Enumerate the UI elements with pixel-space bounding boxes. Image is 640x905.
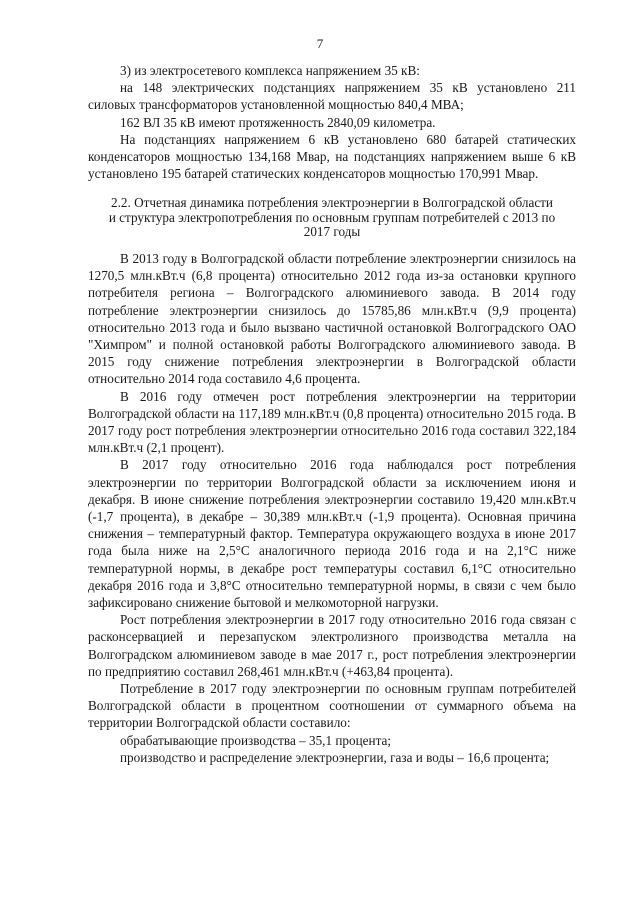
section-heading: 2.2. Отчетная динамика потребления электроэнергии в Волгоградской области и структура электропотребления по основным группам потребителей с 2013 по 2017 годы <box>108 195 556 240</box>
section-paragraph-2: В 2016 году отмечен рост потребления электроэнергии на территории Волгоградской области на 117,189 млн.кВт.ч (0,8 процента) относительно 2015 года. В 2017 году рост потребления электроэнергии относительно 2016 года составил 322,184 млн.кВт.ч (2,1 процент). <box>88 388 576 456</box>
page-number: 7 <box>316 36 324 51</box>
section-paragraph-3: В 2017 году относительно 2016 года наблюдался рост потребления электроэнергии по территории Волгоградской области за исключением июня и декабря. В июне снижение потребления электроэнергии составило 19,420 млн.кВт.ч (-1,7 процента), в декабре – 30,389 млн.кВт.ч (-1,9 процента). Основная причина снижения – температурный фактор. Температура окружающего воздуха в июне 2017 года была ниже на 2,5°С аналогичного периода 2016 года и на 2,1°С ниже температурной нормы, в декабре рост температуры составил 6,1°С относительно декабря 2016 года и 3,8°С относительно температурной нормы, в связи с чем было зафиксировано снижение бытовой и мелкомоторной нагрузки. <box>88 457 576 610</box>
list-item-energy-distribution: производство и распределение электроэнергии, газа и воды – 16,6 процента; <box>120 749 550 765</box>
intro-paragraph-power-lines: 162 ВЛ 35 кВ имеют протяженность 2840,09 километра. <box>120 114 436 130</box>
section-paragraph-5: Потребление в 2017 году электроэнергии по основным группам потребителей Волгоградской области в процентном соотношении от суммарного объема на территории Волгоградской области составило: <box>88 681 576 731</box>
intro-paragraph-substations-35kv: на 148 электрических подстанциях напряжением 35 кВ установлено 211 силовых трансформаторов установленной мощностью 840,4 МВА; <box>88 80 576 113</box>
list-item-manufacturing: обрабатывающие производства – 35,1 процента; <box>120 732 392 748</box>
intro-item-3: 3) из электросетевого комплекса напряжением 35 кВ: <box>120 63 420 78</box>
section-paragraph-4: Рост потребления электроэнергии в 2017 году относительно 2016 года связан с расконсервацией и перезапуском электролизного производства металла на Волгоградском алюминиевом заводе в мае 2017 г., рост потребления электроэнергии по предприятию составил 268,461 млн.кВт.ч (+463,84 процента). <box>88 612 576 679</box>
document-body <box>88 62 576 766</box>
intro-paragraph-capacitors: На подстанциях напряжением 6 кВ установлено 680 батарей статических конденсаторов мощностью 134,168 Мвар, на подстанциях напряжением выше 6 кВ установлено 195 батарей статических конденсаторов мощностью 170,991 Мвар. <box>88 131 576 182</box>
section-paragraph-1: В 2013 году в Волгоградской области потребление электроэнергии снизилось на 1270,5 млн.кВт.ч (6,8 процента) относительно 2012 года из-за остановки крупного потребителя региона – Волгоградского алюминиевого завода. В 2014 году потребление электроэнергии снизилось до 15785,86 млн.кВт.ч (9,9 процента) относительно 2013 года и было вызвано частичной остановкой Волгоградского ОАО "Химпром" и полной остановкой работы Волгоградского алюминиевого завода. В 2015 году снижение потребления электроэнергии в Волгоградской области относительно 2014 года составило 4,6 процента. <box>88 250 576 387</box>
